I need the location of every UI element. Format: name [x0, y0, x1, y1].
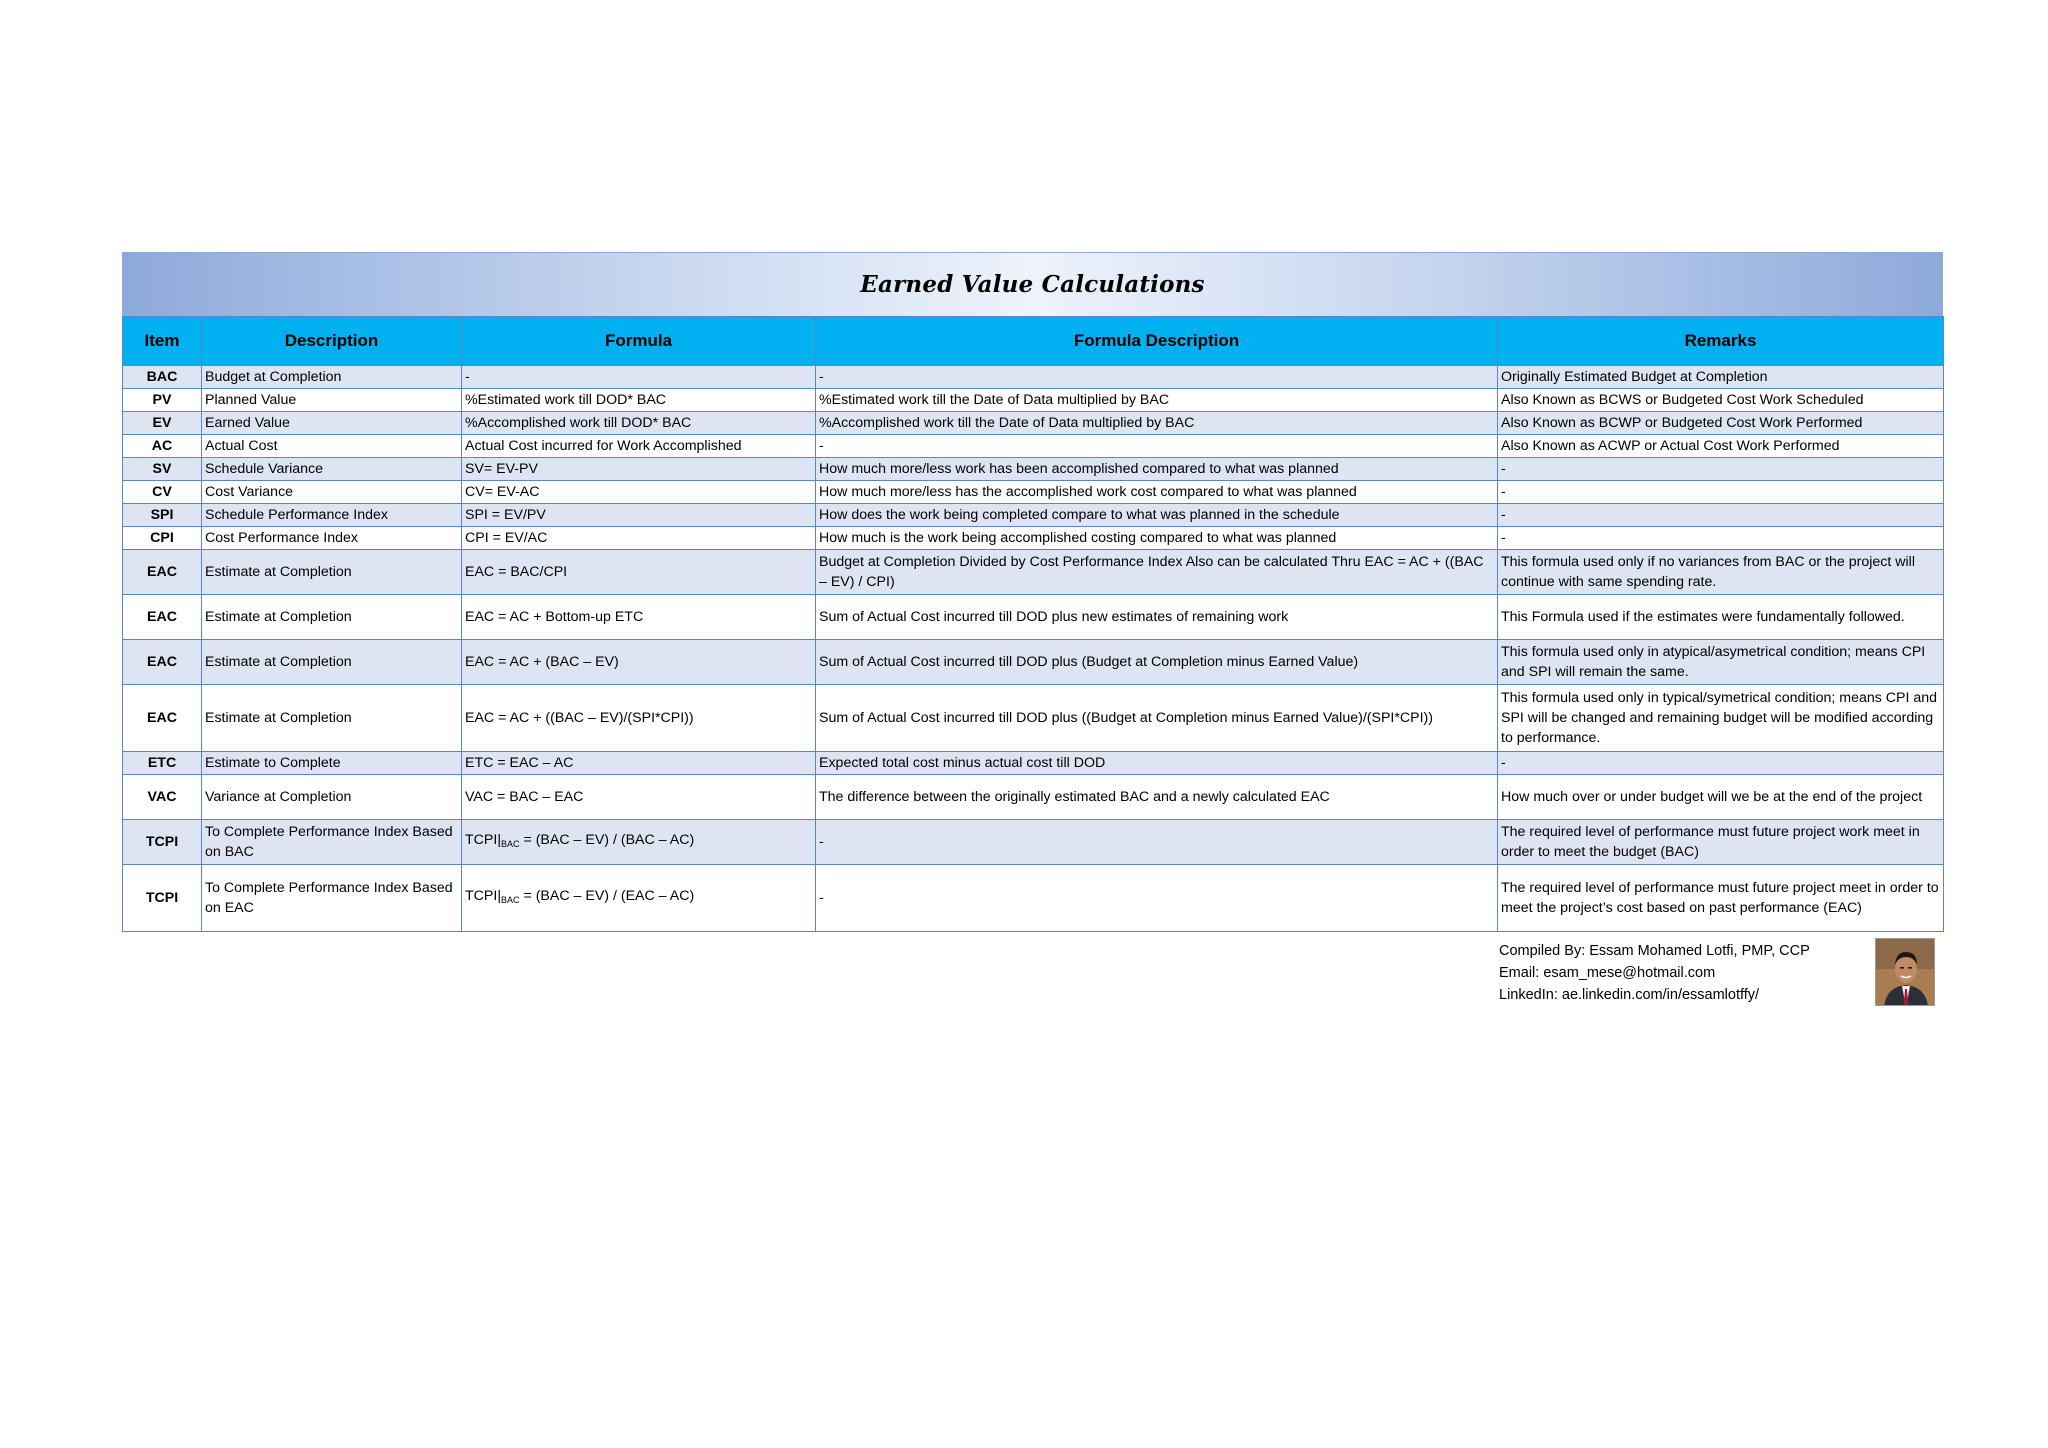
cell-item: AC	[123, 435, 202, 458]
author-photo	[1875, 938, 1935, 1006]
cell-description: Earned Value	[202, 412, 462, 435]
table-row	[123, 865, 1944, 932]
cell-formula	[462, 504, 816, 527]
cell-formula-description: -	[816, 366, 1498, 389]
cell-item: CV	[123, 481, 202, 504]
cell-remarks: -	[1498, 504, 1944, 527]
cell-formula-description: How does the work being completed compare to what was planned in the schedule	[816, 504, 1498, 527]
cell-formula	[462, 775, 816, 820]
table-row	[123, 775, 1944, 820]
table-row	[123, 527, 1944, 550]
earned-value-table	[122, 316, 1944, 932]
cell-remarks: How much over or under budget will we be at the end of the project	[1498, 775, 1944, 820]
cell-description: Estimate to Complete	[202, 752, 462, 775]
cell-formula-description: Sum of Actual Cost incurred till DOD plus new estimates of remaining work	[816, 595, 1498, 640]
cell-item: SV	[123, 458, 202, 481]
cell-description: Planned Value	[202, 389, 462, 412]
cell-description: Schedule Variance	[202, 458, 462, 481]
cell-formula-description: How much more/less has the accomplished work cost compared to what was planned	[816, 481, 1498, 504]
table-row	[123, 640, 1944, 685]
formula-text: EAC = AC + (BAC – EV)	[465, 654, 619, 670]
cell-formula	[462, 550, 816, 595]
cell-description: Cost Variance	[202, 481, 462, 504]
page-title: Earned Value Calculations	[860, 271, 1205, 298]
linkedin-line: LinkedIn: ae.linkedin.com/in/essamlotffy/	[1499, 987, 1760, 1003]
formula-text: %Accomplished work till DOD* BAC	[465, 415, 692, 431]
cell-formula-description: %Accomplished work till the Date of Data multiplied by BAC	[816, 412, 1498, 435]
formula-text: EAC = AC + Bottom-up ETC	[465, 609, 644, 625]
formula-text-rest: = (BAC – EV) / (EAC – AC)	[519, 888, 695, 904]
formula-text: TCPI|	[465, 832, 502, 848]
cell-remarks: -	[1498, 752, 1944, 775]
cell-formula	[462, 412, 816, 435]
cell-item: EAC	[123, 640, 202, 685]
cell-remarks: -	[1498, 527, 1944, 550]
cell-item: TCPI	[123, 820, 202, 865]
cell-remarks: This formula used only in typical/symetrical condition; means CPI and SPI will be changed and remaining budget will be modified according to performance.	[1498, 685, 1944, 752]
cell-formula-description: How much is the work being accomplished costing compared to what was planned	[816, 527, 1498, 550]
table-row	[123, 412, 1944, 435]
cell-formula	[462, 389, 816, 412]
email-line: Email: esam_mese@hotmail.com	[1499, 965, 1716, 981]
table-row	[123, 752, 1944, 775]
column-header-formula: Formula	[462, 317, 816, 366]
formula-text: %Estimated work till DOD* BAC	[465, 392, 667, 408]
formula-text: SPI = EV/PV	[465, 507, 546, 523]
cell-formula-description: How much more/less work has been accomplished compared to what was planned	[816, 458, 1498, 481]
cell-formula-description: -	[816, 865, 1498, 932]
column-header-formula-description: Formula Description	[816, 317, 1498, 366]
column-header-remarks: Remarks	[1498, 317, 1944, 366]
column-header-item: Item	[123, 317, 202, 366]
cell-formula-description: Budget at Completion Divided by Cost Performance Index Also can be calculated Thru EAC = AC + ((BAC – EV) / CPI)	[816, 550, 1498, 595]
table-row	[123, 435, 1944, 458]
table-row	[123, 820, 1944, 865]
cell-description: Estimate at Completion	[202, 550, 462, 595]
cell-formula	[462, 820, 816, 865]
cell-remarks: Originally Estimated Budget at Completion	[1498, 366, 1944, 389]
table-row	[123, 685, 1944, 752]
table-body	[123, 366, 1944, 932]
header-row	[123, 317, 1944, 366]
formula-text: ETC = EAC – AC	[465, 755, 574, 771]
table-row	[123, 366, 1944, 389]
cell-item: ETC	[123, 752, 202, 775]
table-row	[123, 458, 1944, 481]
formula-text: CPI = EV/AC	[465, 530, 548, 546]
cell-item: EAC	[123, 550, 202, 595]
formula-text-rest: = (BAC – EV) / (BAC – AC)	[519, 832, 695, 848]
cell-description: Estimate at Completion	[202, 685, 462, 752]
cell-remarks: Also Known as ACWP or Actual Cost Work Performed	[1498, 435, 1944, 458]
table-row	[123, 595, 1944, 640]
table-row	[123, 389, 1944, 412]
cell-formula-description: Sum of Actual Cost incurred till DOD plus (Budget at Completion minus Earned Value)	[816, 640, 1498, 685]
formula-subscript: BAC	[501, 839, 520, 849]
table-row	[123, 550, 1944, 595]
cell-description: Budget at Completion	[202, 366, 462, 389]
cell-item: EAC	[123, 685, 202, 752]
cell-formula-description: Sum of Actual Cost incurred till DOD plus ((Budget at Completion minus Earned Value)/(SPI*CPI))	[816, 685, 1498, 752]
cell-remarks: Also Known as BCWS or Budgeted Cost Work Scheduled	[1498, 389, 1944, 412]
formula-text: -	[465, 369, 470, 385]
cell-formula-description: %Estimated work till the Date of Data multiplied by BAC	[816, 389, 1498, 412]
cell-description: Variance at Completion	[202, 775, 462, 820]
cell-remarks: This Formula used if the estimates were fundamentally followed.	[1498, 595, 1944, 640]
earned-value-sheet	[122, 252, 1943, 932]
cell-item: VAC	[123, 775, 202, 820]
formula-text: SV= EV-PV	[465, 461, 538, 477]
formula-text: TCPI|	[465, 888, 502, 904]
cell-remarks: Also Known as BCWP or Budgeted Cost Work Performed	[1498, 412, 1944, 435]
table-row	[123, 481, 1944, 504]
cell-item: EAC	[123, 595, 202, 640]
cell-description: Cost Performance Index	[202, 527, 462, 550]
cell-description: Estimate at Completion	[202, 595, 462, 640]
cell-formula	[462, 366, 816, 389]
cell-item: PV	[123, 389, 202, 412]
cell-description: To Complete Performance Index Based on EAC	[202, 865, 462, 932]
cell-description: To Complete Performance Index Based on BAC	[202, 820, 462, 865]
cell-formula	[462, 685, 816, 752]
cell-formula	[462, 865, 816, 932]
cell-remarks: This formula used only if no variances from BAC or the project will continue with same spending rate.	[1498, 550, 1944, 595]
cell-formula	[462, 527, 816, 550]
formula-text: EAC = AC + ((BAC – EV)/(SPI*CPI))	[465, 710, 694, 726]
cell-description: Schedule Performance Index	[202, 504, 462, 527]
cell-formula	[462, 640, 816, 685]
cell-formula	[462, 458, 816, 481]
author-credits	[1499, 940, 1810, 1006]
column-header-description: Description	[202, 317, 462, 366]
formula-text: CV= EV-AC	[465, 484, 540, 500]
formula-text: EAC = BAC/CPI	[465, 564, 568, 580]
cell-description: Actual Cost	[202, 435, 462, 458]
cell-item: EV	[123, 412, 202, 435]
cell-formula-description: -	[816, 820, 1498, 865]
cell-formula-description: -	[816, 435, 1498, 458]
cell-remarks: -	[1498, 458, 1944, 481]
cell-formula	[462, 595, 816, 640]
cell-remarks: The required level of performance must future project meet in order to meet the project’s cost based on past performance (EAC)	[1498, 865, 1944, 932]
cell-item: CPI	[123, 527, 202, 550]
cell-formula	[462, 752, 816, 775]
cell-formula-description: The difference between the originally estimated BAC and a newly calculated EAC	[816, 775, 1498, 820]
formula-subscript: BAC	[501, 895, 520, 905]
cell-remarks: -	[1498, 481, 1944, 504]
cell-formula	[462, 435, 816, 458]
table-row	[123, 504, 1944, 527]
cell-remarks: This formula used only in atypical/asymetrical condition; means CPI and SPI will remain the same.	[1498, 640, 1944, 685]
formula-text: VAC = BAC – EAC	[465, 789, 584, 805]
cell-remarks: The required level of performance must future project work meet in order to meet the budget (BAC)	[1498, 820, 1944, 865]
formula-text: Actual Cost incurred for Work Accomplished	[465, 438, 742, 454]
compiled-by: Compiled By: Essam Mohamed Lotfi, PMP, CCP	[1499, 943, 1810, 959]
cell-item: BAC	[123, 366, 202, 389]
cell-item: TCPI	[123, 865, 202, 932]
cell-item: SPI	[123, 504, 202, 527]
title-bar	[122, 252, 1943, 316]
author-portrait-icon	[1876, 939, 1935, 1006]
cell-formula-description: Expected total cost minus actual cost till DOD	[816, 752, 1498, 775]
cell-description: Estimate at Completion	[202, 640, 462, 685]
cell-formula	[462, 481, 816, 504]
